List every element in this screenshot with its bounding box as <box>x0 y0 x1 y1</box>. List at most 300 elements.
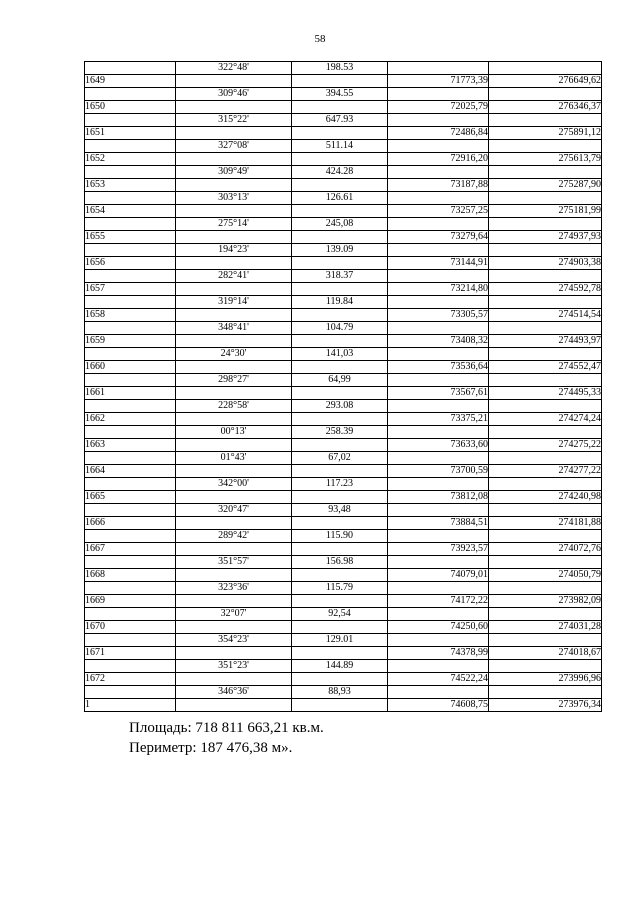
angle-cell: 01°43' <box>176 452 292 465</box>
table-row <box>85 569 602 582</box>
distance-cell: 293.08 <box>292 400 388 413</box>
table-row <box>85 88 602 101</box>
x-coordinate-cell <box>388 608 489 621</box>
distance-cell: 424.28 <box>292 166 388 179</box>
distance-cell: 144.89 <box>292 660 388 673</box>
x-coordinate-cell <box>388 218 489 231</box>
x-coordinate-cell <box>388 114 489 127</box>
x-coordinate-cell <box>388 322 489 335</box>
point-cell: 1671 <box>85 647 176 660</box>
angle-cell: 298°27' <box>176 374 292 387</box>
angle-cell <box>176 205 292 218</box>
distance-cell: 93,48 <box>292 504 388 517</box>
angle-cell: 32°07' <box>176 608 292 621</box>
point-cell: 1664 <box>85 465 176 478</box>
point-cell: 1672 <box>85 673 176 686</box>
angle-cell: 315°22' <box>176 114 292 127</box>
x-coordinate-cell <box>388 556 489 569</box>
angle-cell <box>176 127 292 140</box>
x-coordinate-cell <box>388 686 489 699</box>
point-cell: 1656 <box>85 257 176 270</box>
y-coordinate-cell <box>489 504 602 517</box>
point-cell <box>85 244 176 257</box>
distance-cell <box>292 569 388 582</box>
distance-cell <box>292 231 388 244</box>
distance-cell <box>292 699 388 712</box>
table-row <box>85 452 602 465</box>
angle-cell: 275°14' <box>176 218 292 231</box>
point-cell: 1670 <box>85 621 176 634</box>
distance-cell: 64,99 <box>292 374 388 387</box>
point-cell <box>85 296 176 309</box>
point-cell <box>85 504 176 517</box>
distance-cell <box>292 75 388 88</box>
angle-cell <box>176 543 292 556</box>
x-coordinate-cell <box>388 530 489 543</box>
table-row <box>85 127 602 140</box>
table-row <box>85 179 602 192</box>
distance-cell <box>292 413 388 426</box>
table-row <box>85 660 602 673</box>
point-cell: 1663 <box>85 439 176 452</box>
point-cell <box>85 270 176 283</box>
point-cell: 1662 <box>85 413 176 426</box>
distance-cell: 258.39 <box>292 426 388 439</box>
point-cell: 1667 <box>85 543 176 556</box>
y-coordinate-cell: 275891,12 <box>489 127 602 140</box>
x-coordinate-cell <box>388 660 489 673</box>
distance-cell <box>292 647 388 660</box>
distance-cell <box>292 101 388 114</box>
point-cell: 1658 <box>85 309 176 322</box>
point-cell <box>85 478 176 491</box>
angle-cell <box>176 101 292 114</box>
angle-cell: 282°41' <box>176 270 292 283</box>
angle-cell: 322°48' <box>176 62 292 75</box>
x-coordinate-cell <box>388 296 489 309</box>
perimeter-text: Периметр: 187 476,38 м». <box>129 740 293 756</box>
x-coordinate-cell: 73923,57 <box>388 543 489 556</box>
table-row <box>85 504 602 517</box>
point-cell: 1659 <box>85 335 176 348</box>
x-coordinate-cell: 73214,80 <box>388 283 489 296</box>
point-cell <box>85 192 176 205</box>
y-coordinate-cell: 273996,96 <box>489 673 602 686</box>
point-cell: 1 <box>85 699 176 712</box>
point-cell <box>85 374 176 387</box>
table-row <box>85 634 602 647</box>
point-cell <box>85 634 176 647</box>
y-coordinate-cell: 275181,99 <box>489 205 602 218</box>
y-coordinate-cell: 274031,28 <box>489 621 602 634</box>
distance-cell: 115.90 <box>292 530 388 543</box>
angle-cell <box>176 153 292 166</box>
y-coordinate-cell <box>489 218 602 231</box>
table-row <box>85 465 602 478</box>
y-coordinate-cell <box>489 686 602 699</box>
point-cell: 1649 <box>85 75 176 88</box>
y-coordinate-cell <box>489 400 602 413</box>
table-row <box>85 257 602 270</box>
angle-cell: 323°36' <box>176 582 292 595</box>
table-row <box>85 491 602 504</box>
distance-cell <box>292 179 388 192</box>
y-coordinate-cell <box>489 140 602 153</box>
table-row <box>85 322 602 335</box>
angle-cell <box>176 413 292 426</box>
distance-cell: 104.79 <box>292 322 388 335</box>
angle-cell: 309°49' <box>176 166 292 179</box>
x-coordinate-cell: 74378,99 <box>388 647 489 660</box>
y-coordinate-cell: 274018,67 <box>489 647 602 660</box>
y-coordinate-cell: 274495,33 <box>489 387 602 400</box>
x-coordinate-cell: 73187,88 <box>388 179 489 192</box>
point-cell: 1661 <box>85 387 176 400</box>
x-coordinate-cell <box>388 400 489 413</box>
x-coordinate-cell <box>388 244 489 257</box>
distance-cell: 245,08 <box>292 218 388 231</box>
point-cell <box>85 400 176 413</box>
angle-cell <box>176 179 292 192</box>
table-row <box>85 309 602 322</box>
y-coordinate-cell <box>489 244 602 257</box>
angle-cell: 228°58' <box>176 400 292 413</box>
y-coordinate-cell <box>489 88 602 101</box>
table-row <box>85 686 602 699</box>
table-row <box>85 205 602 218</box>
distance-cell: 394.55 <box>292 88 388 101</box>
angle-cell: 24°30' <box>176 348 292 361</box>
x-coordinate-cell: 74608,75 <box>388 699 489 712</box>
x-coordinate-cell: 74172,22 <box>388 595 489 608</box>
angle-cell <box>176 673 292 686</box>
y-coordinate-cell: 274552,47 <box>489 361 602 374</box>
x-coordinate-cell: 73536,64 <box>388 361 489 374</box>
table-row <box>85 140 602 153</box>
table-row <box>85 426 602 439</box>
summary <box>129 718 324 758</box>
table-row <box>85 335 602 348</box>
x-coordinate-cell: 73144,91 <box>388 257 489 270</box>
point-cell <box>85 608 176 621</box>
distance-cell <box>292 309 388 322</box>
angle-cell: 303°13' <box>176 192 292 205</box>
distance-cell <box>292 335 388 348</box>
point-cell <box>85 452 176 465</box>
distance-cell: 92,54 <box>292 608 388 621</box>
angle-cell <box>176 647 292 660</box>
angle-cell <box>176 465 292 478</box>
table-row <box>85 62 602 75</box>
angle-cell <box>176 699 292 712</box>
angle-cell: 348°41' <box>176 322 292 335</box>
table-row <box>85 543 602 556</box>
table-row <box>85 192 602 205</box>
x-coordinate-cell <box>388 166 489 179</box>
table-row <box>85 348 602 361</box>
y-coordinate-cell <box>489 296 602 309</box>
table-row <box>85 361 602 374</box>
angle-cell <box>176 283 292 296</box>
distance-cell <box>292 595 388 608</box>
table-row <box>85 387 602 400</box>
distance-cell: 129.01 <box>292 634 388 647</box>
y-coordinate-cell: 276346,37 <box>489 101 602 114</box>
table-row <box>85 608 602 621</box>
y-coordinate-cell <box>489 452 602 465</box>
x-coordinate-cell <box>388 426 489 439</box>
table-row <box>85 556 602 569</box>
distance-cell <box>292 439 388 452</box>
table-row <box>85 101 602 114</box>
distance-cell <box>292 465 388 478</box>
distance-cell <box>292 153 388 166</box>
distance-cell <box>292 127 388 140</box>
table-row <box>85 231 602 244</box>
angle-cell: 327°08' <box>176 140 292 153</box>
point-cell: 1666 <box>85 517 176 530</box>
table-row <box>85 244 602 257</box>
point-cell <box>85 660 176 673</box>
angle-cell: 342°00' <box>176 478 292 491</box>
x-coordinate-cell: 71773,39 <box>388 75 489 88</box>
point-cell <box>85 114 176 127</box>
table-row <box>85 530 602 543</box>
distance-cell <box>292 491 388 504</box>
distance-cell: 647.93 <box>292 114 388 127</box>
y-coordinate-cell: 275613,79 <box>489 153 602 166</box>
distance-cell: 88,93 <box>292 686 388 699</box>
point-cell: 1655 <box>85 231 176 244</box>
x-coordinate-cell: 73700,59 <box>388 465 489 478</box>
table-row <box>85 374 602 387</box>
x-coordinate-cell: 74250,60 <box>388 621 489 634</box>
angle-cell: 319°14' <box>176 296 292 309</box>
angle-cell: 289°42' <box>176 530 292 543</box>
angle-cell <box>176 439 292 452</box>
table-row <box>85 699 602 712</box>
angle-cell: 354°23' <box>176 634 292 647</box>
distance-cell: 126.61 <box>292 192 388 205</box>
angle-cell: 351°57' <box>176 556 292 569</box>
y-coordinate-cell: 274277,22 <box>489 465 602 478</box>
point-cell <box>85 348 176 361</box>
y-coordinate-cell: 274274,24 <box>489 413 602 426</box>
point-cell: 1653 <box>85 179 176 192</box>
table-row <box>85 75 602 88</box>
x-coordinate-cell: 74079,01 <box>388 569 489 582</box>
distance-cell: 115.79 <box>292 582 388 595</box>
x-coordinate-cell: 73305,57 <box>388 309 489 322</box>
angle-cell <box>176 335 292 348</box>
y-coordinate-cell <box>489 348 602 361</box>
x-coordinate-cell: 73633,60 <box>388 439 489 452</box>
angle-cell: 346°36' <box>176 686 292 699</box>
x-coordinate-cell <box>388 478 489 491</box>
point-cell <box>85 686 176 699</box>
angle-cell <box>176 569 292 582</box>
table-row <box>85 621 602 634</box>
y-coordinate-cell <box>489 114 602 127</box>
coordinates-table <box>84 61 602 712</box>
y-coordinate-cell: 274903,38 <box>489 257 602 270</box>
table-row <box>85 439 602 452</box>
y-coordinate-cell: 274592,78 <box>489 283 602 296</box>
distance-cell: 141,03 <box>292 348 388 361</box>
y-coordinate-cell <box>489 478 602 491</box>
point-cell <box>85 426 176 439</box>
distance-cell: 117.23 <box>292 478 388 491</box>
point-cell <box>85 62 176 75</box>
y-coordinate-cell: 274240,98 <box>489 491 602 504</box>
angle-cell <box>176 231 292 244</box>
y-coordinate-cell <box>489 608 602 621</box>
y-coordinate-cell <box>489 556 602 569</box>
distance-cell <box>292 517 388 530</box>
point-cell: 1654 <box>85 205 176 218</box>
angle-cell <box>176 309 292 322</box>
x-coordinate-cell: 73884,51 <box>388 517 489 530</box>
table-row <box>85 478 602 491</box>
x-coordinate-cell <box>388 348 489 361</box>
distance-cell: 67,02 <box>292 452 388 465</box>
distance-cell <box>292 283 388 296</box>
y-coordinate-cell: 274072,76 <box>489 543 602 556</box>
angle-cell <box>176 517 292 530</box>
angle-cell: 351°23' <box>176 660 292 673</box>
table-row <box>85 413 602 426</box>
angle-cell <box>176 361 292 374</box>
x-coordinate-cell: 73279,64 <box>388 231 489 244</box>
y-coordinate-cell <box>489 322 602 335</box>
distance-cell: 139.09 <box>292 244 388 257</box>
y-coordinate-cell <box>489 374 602 387</box>
y-coordinate-cell: 274181,88 <box>489 517 602 530</box>
table-row <box>85 114 602 127</box>
table-row <box>85 296 602 309</box>
x-coordinate-cell: 73257,25 <box>388 205 489 218</box>
distance-cell: 119.84 <box>292 296 388 309</box>
y-coordinate-cell: 273982,09 <box>489 595 602 608</box>
angle-cell: 194°23' <box>176 244 292 257</box>
y-coordinate-cell: 274493,97 <box>489 335 602 348</box>
y-coordinate-cell: 274275,22 <box>489 439 602 452</box>
x-coordinate-cell: 73812,08 <box>388 491 489 504</box>
y-coordinate-cell <box>489 426 602 439</box>
x-coordinate-cell: 72025,79 <box>388 101 489 114</box>
distance-cell: 156.98 <box>292 556 388 569</box>
y-coordinate-cell <box>489 270 602 283</box>
table-row <box>85 153 602 166</box>
x-coordinate-cell: 72486,84 <box>388 127 489 140</box>
y-coordinate-cell: 274937,93 <box>489 231 602 244</box>
angle-cell: 320°47' <box>176 504 292 517</box>
x-coordinate-cell: 73375,21 <box>388 413 489 426</box>
point-cell <box>85 88 176 101</box>
x-coordinate-cell: 74522,24 <box>388 673 489 686</box>
angle-cell: 00°13' <box>176 426 292 439</box>
angle-cell <box>176 621 292 634</box>
y-coordinate-cell <box>489 166 602 179</box>
distance-cell <box>292 673 388 686</box>
y-coordinate-cell: 274514,54 <box>489 309 602 322</box>
table-row <box>85 400 602 413</box>
point-cell <box>85 556 176 569</box>
distance-cell: 198.53 <box>292 62 388 75</box>
x-coordinate-cell: 72916,20 <box>388 153 489 166</box>
x-coordinate-cell: 73408,32 <box>388 335 489 348</box>
table-row <box>85 166 602 179</box>
distance-cell <box>292 361 388 374</box>
x-coordinate-cell <box>388 452 489 465</box>
angle-cell <box>176 491 292 504</box>
point-cell <box>85 166 176 179</box>
x-coordinate-cell <box>388 88 489 101</box>
table-row <box>85 517 602 530</box>
table-row <box>85 582 602 595</box>
distance-cell: 511.14 <box>292 140 388 153</box>
y-coordinate-cell <box>489 530 602 543</box>
table-row <box>85 218 602 231</box>
angle-cell <box>176 257 292 270</box>
angle-cell <box>176 387 292 400</box>
distance-cell <box>292 543 388 556</box>
area-text: Площадь: 718 811 663,21 кв.м. <box>129 720 324 736</box>
point-cell <box>85 140 176 153</box>
x-coordinate-cell: 73567,61 <box>388 387 489 400</box>
y-coordinate-cell <box>489 192 602 205</box>
y-coordinate-cell: 275287,90 <box>489 179 602 192</box>
point-cell: 1652 <box>85 153 176 166</box>
x-coordinate-cell <box>388 62 489 75</box>
x-coordinate-cell <box>388 192 489 205</box>
page-number: 58 <box>314 33 326 45</box>
point-cell <box>85 218 176 231</box>
y-coordinate-cell: 276649,62 <box>489 75 602 88</box>
distance-cell: 318.37 <box>292 270 388 283</box>
x-coordinate-cell <box>388 634 489 647</box>
table-row <box>85 673 602 686</box>
x-coordinate-cell <box>388 270 489 283</box>
distance-cell <box>292 621 388 634</box>
table-row <box>85 595 602 608</box>
x-coordinate-cell <box>388 140 489 153</box>
x-coordinate-cell <box>388 374 489 387</box>
angle-cell: 309°46' <box>176 88 292 101</box>
x-coordinate-cell <box>388 582 489 595</box>
distance-cell <box>292 205 388 218</box>
x-coordinate-cell <box>388 504 489 517</box>
distance-cell <box>292 387 388 400</box>
point-cell <box>85 582 176 595</box>
point-cell: 1650 <box>85 101 176 114</box>
table-row <box>85 270 602 283</box>
point-cell <box>85 322 176 335</box>
angle-cell <box>176 595 292 608</box>
table-row <box>85 647 602 660</box>
y-coordinate-cell <box>489 62 602 75</box>
table-row <box>85 283 602 296</box>
point-cell: 1651 <box>85 127 176 140</box>
point-cell: 1668 <box>85 569 176 582</box>
y-coordinate-cell: 274050,79 <box>489 569 602 582</box>
point-cell: 1669 <box>85 595 176 608</box>
coordinates-table-body <box>85 62 602 712</box>
y-coordinate-cell <box>489 660 602 673</box>
point-cell: 1665 <box>85 491 176 504</box>
distance-cell <box>292 257 388 270</box>
angle-cell <box>176 75 292 88</box>
